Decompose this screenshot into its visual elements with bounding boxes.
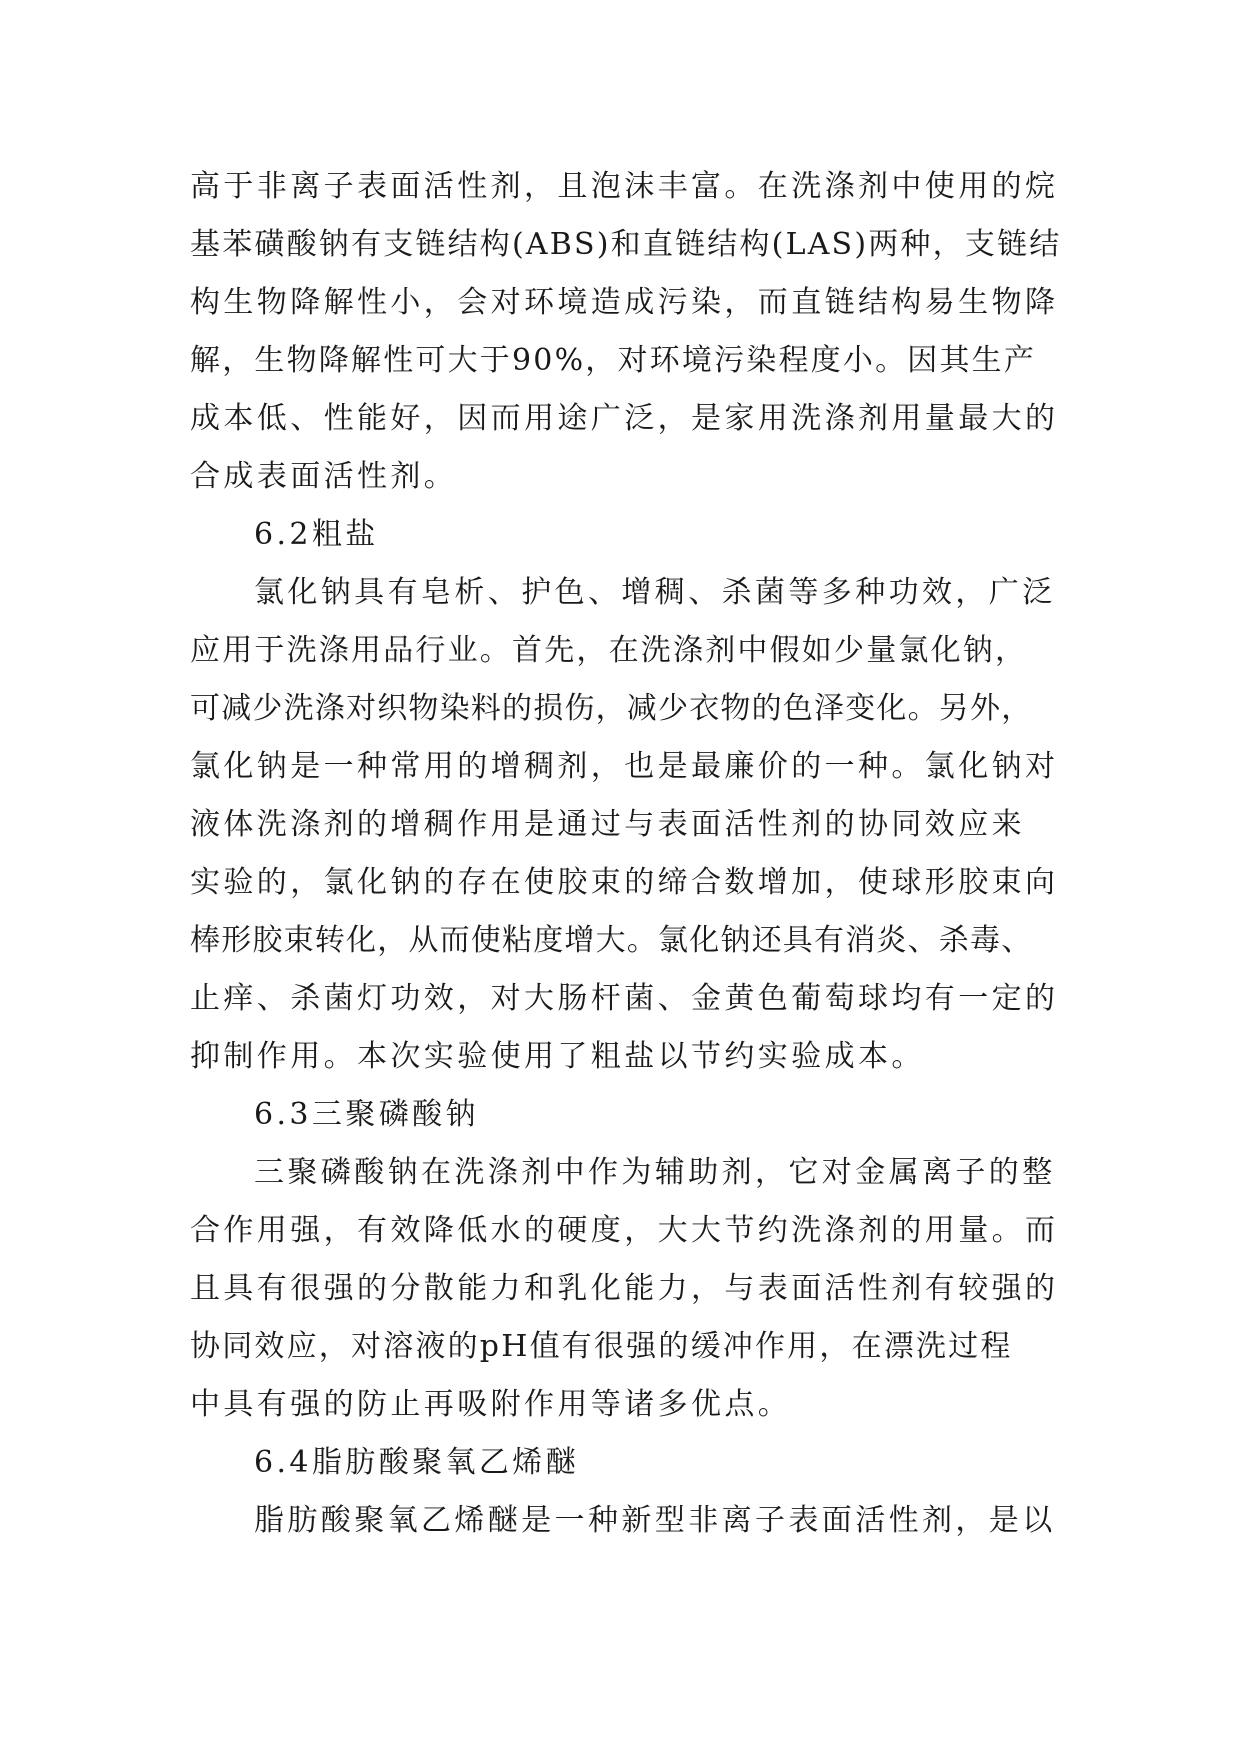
paragraph-line: 可减少洗涤对织物染料的损伤，减少衣物的色泽变化。另外， [190, 691, 1033, 726]
paragraph-line: 氯化钠是一种常用的增稠剂，也是最廉价的一种。氯化钠对 [190, 749, 1059, 784]
paragraph-line: 三聚磷酸钠在洗涤剂中作为辅助剂，它对金属离子的整 [254, 1155, 1056, 1190]
section-heading-6-3: 6.3三聚磷酸钠 [254, 1097, 479, 1132]
paragraph-line: 液体洗涤剂的增稠作用是通过与表面活性剂的协同效应来 [190, 807, 1025, 842]
paragraph-line: 基苯磺酸钠有支链结构(ABS)和直链结构(LAS)两种，支链结 [190, 227, 1062, 262]
paragraph-line: 高于非离子表面活性剂，且泡沫丰富。在洗涤剂中使用的烷 [190, 169, 1059, 204]
paragraph-line: 合作用强，有效降低水的硬度，大大节约洗涤剂的用量。而 [190, 1213, 1059, 1248]
document-body [190, 158, 1070, 1550]
paragraph-line: 应用于洗涤用品行业。首先，在洗涤剂中假如少量氯化钠， [190, 633, 1028, 668]
paragraph-line: 实验的，氯化钠的存在使胶束的缔合数增加，使球形胶束向 [190, 865, 1059, 900]
paragraph-line: 氯化钠具有皂析、护色、增稠、杀菌等多种功效，广泛 [254, 575, 1056, 610]
paragraph-line: 棒形胶束转化，从而使粘度增大。氯化钠还具有消炎、杀毒、 [190, 923, 1033, 958]
paragraph-line: 止痒、杀菌灯功效，对大肠杆菌、金黄色葡萄球均有一定的 [190, 981, 1059, 1016]
paragraph-line: 脂肪酸聚氧乙烯醚是一种新型非离子表面活性剂，是以 [254, 1503, 1056, 1538]
paragraph-line: 协同效应，对溶液的pH值有很强的缓冲作用，在漂洗过程 [190, 1329, 1013, 1364]
paragraph-line: 中具有强的防止再吸附作用等诸多优点。 [190, 1387, 792, 1422]
paragraph-line: 合成表面活性剂。 [190, 459, 458, 494]
section-heading-6-2: 6.2粗盐 [254, 517, 379, 552]
paragraph-line: 构生物降解性小，会对环境造成污染，而直链结构易生物降 [190, 285, 1059, 320]
paragraph-line: 抑制作用。本次实验使用了粗盐以节约实验成本。 [190, 1039, 925, 1074]
paragraph-line: 解，生物降解性可大于90%，对环境污染程度小。因其生产 [190, 343, 1037, 378]
paragraph-line: 且具有很强的分散能力和乳化能力，与表面活性剂有较强的 [190, 1271, 1059, 1306]
section-heading-6-4: 6.4脂肪酸聚氧乙烯醚 [254, 1445, 580, 1480]
paragraph-line: 成本低、性能好，因而用途广泛，是家用洗涤剂用量最大的 [190, 401, 1059, 436]
